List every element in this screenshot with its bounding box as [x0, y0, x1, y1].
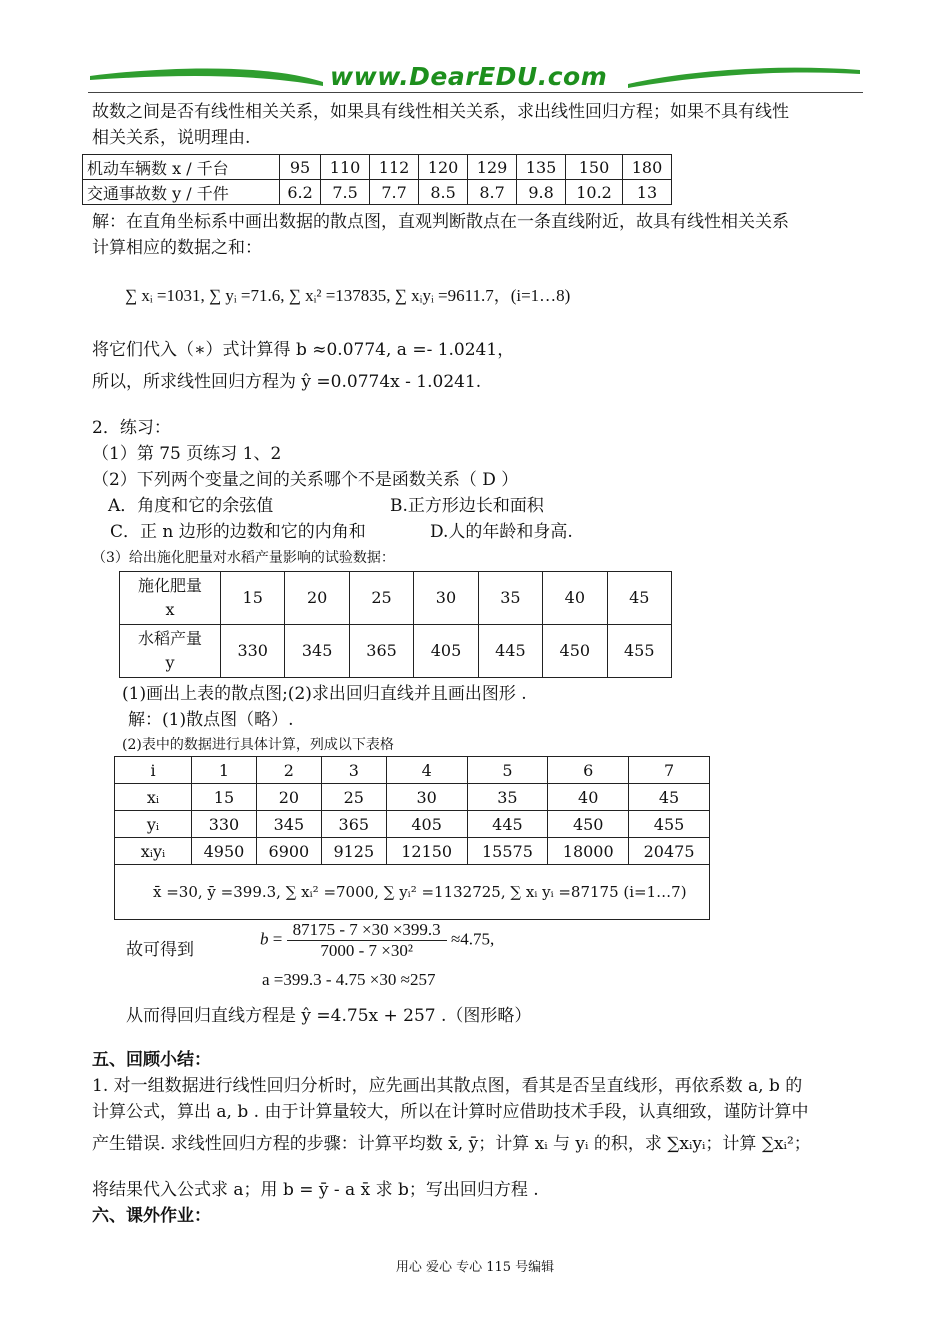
table-cell: 95	[280, 155, 321, 180]
table-cell: 30	[414, 572, 478, 625]
option-c: C．正 n 边形的边数和它的内角和	[110, 522, 366, 542]
b-numerator: 87175 - 7 ×30 ×399.3	[287, 920, 447, 941]
table-cell: 20	[285, 572, 349, 625]
solution-line-3: 将它们代入（∗）式计算得 b ≈0.0774, a =- 1.0241，	[92, 340, 515, 360]
review-title: 五、回顾小结：	[92, 1050, 211, 1070]
task-line: (1)画出上表的散点图;(2)求出回归直线并且画出图形 .	[122, 684, 527, 704]
table-cell: 35	[467, 784, 548, 811]
review-p2: 计算公式，算出 a, b . 由于计算量较大，所以在计算时应借助技术手段，认真细致，谨防计算中	[92, 1102, 809, 1122]
review-p4: 将结果代入公式求 a；用 b = ȳ - a x̄ 求 b；写出回归方程 .	[92, 1180, 539, 1200]
table-row	[115, 838, 710, 865]
b-result: ≈4.75,	[450, 929, 495, 949]
table-cell: 7.7	[370, 180, 419, 205]
practice-q3: （3）给出施化肥量对水稻产量影响的试验数据：	[92, 550, 395, 566]
table-cell: 8.5	[419, 180, 468, 205]
a-formula: a =399.3 - 4.75 ×30 ≈257	[262, 970, 436, 989]
intro-line-1: 故数之间是否有线性相关关系，如果具有线性相关关系，求出线性回归方程；如果不具有线性	[92, 102, 789, 122]
table-cell: 13	[622, 180, 671, 205]
row-label: xᵢ	[115, 784, 192, 811]
table-header: 4	[386, 757, 467, 784]
table-cell: 9125	[321, 838, 386, 865]
table-row	[115, 784, 710, 811]
site-logo-text: www.DearEDU.com	[330, 62, 608, 91]
result-label: 故可得到	[126, 940, 194, 960]
table-cell: 450	[548, 811, 629, 838]
table-cell: 110	[321, 155, 370, 180]
table-row	[120, 572, 672, 625]
row-label: xᵢyᵢ	[115, 838, 192, 865]
table-cell: 30	[386, 784, 467, 811]
table-cell: 15	[192, 784, 257, 811]
row-label-var: y	[165, 653, 175, 672]
table-cell: 345	[285, 625, 349, 678]
table-cell: 35	[478, 572, 542, 625]
table-cell: 25	[321, 784, 386, 811]
table-cell: 6900	[256, 838, 321, 865]
table-cell: 6.2	[280, 180, 321, 205]
table-cell: 4950	[192, 838, 257, 865]
table-row	[115, 811, 710, 838]
option-b: B.正方形边长和面积	[390, 496, 544, 516]
row-label-var: x	[165, 600, 175, 619]
vehicle-accident-table	[82, 154, 672, 205]
table-cell: 40	[543, 572, 607, 625]
table-cell: 25	[349, 572, 413, 625]
row-label	[120, 572, 221, 625]
table-row	[83, 180, 672, 205]
row-label: 机动车辆数 x / 千台	[83, 155, 280, 180]
row-label	[120, 625, 221, 678]
b-fraction	[287, 920, 447, 961]
table-header: 3	[321, 757, 386, 784]
intro-line-2: 相关关系，说明理由.	[92, 128, 251, 148]
table-row	[115, 865, 710, 920]
practice-title: 2．练习：	[92, 418, 171, 438]
final-equation: 从而得回归直线方程是 ŷ =4.75x + 257 .（图形略）	[126, 1006, 532, 1026]
sums-formula: ∑ xᵢ =1031, ∑ yᵢ =71.6, ∑ xᵢ² =137835, ∑ xᵢyᵢ =9611.7，(i=1…8)	[125, 286, 571, 305]
table-row	[115, 757, 710, 784]
table-cell: 112	[370, 155, 419, 180]
table-cell: 445	[467, 811, 548, 838]
table-cell: 365	[349, 625, 413, 678]
table-cell: 9.8	[517, 180, 566, 205]
table-cell: 7.5	[321, 180, 370, 205]
option-d: D.人的年龄和身高.	[430, 522, 573, 542]
table-cell: 8.7	[468, 180, 517, 205]
b-symbol: b =	[260, 929, 283, 949]
table-header: 7	[629, 757, 710, 784]
table-cell: 180	[622, 155, 671, 180]
table-header: 2	[256, 757, 321, 784]
table-header: 6	[548, 757, 629, 784]
table-cell: 405	[414, 625, 478, 678]
table-cell: 150	[566, 155, 623, 180]
page-footer: 用心 爱心 专心 115 号编辑	[395, 1260, 555, 1275]
table-cell: 20	[256, 784, 321, 811]
table-header: 1	[192, 757, 257, 784]
answer-line-1: 解：(1)散点图（略）.	[128, 710, 294, 730]
table-cell: 45	[629, 784, 710, 811]
header-rule	[88, 92, 863, 93]
table-cell: 405	[386, 811, 467, 838]
calculation-table	[114, 756, 710, 920]
table-cell: 45	[607, 572, 671, 625]
table-cell: 40	[548, 784, 629, 811]
table-cell: 20475	[629, 838, 710, 865]
table-row	[83, 155, 672, 180]
row-label-text: 施化肥量	[137, 576, 202, 595]
row-label-text: 水稻产量	[137, 629, 202, 648]
table-row	[120, 625, 672, 678]
table-header: i	[115, 757, 192, 784]
review-p1: 1. 对一组数据进行线性回归分析时，应先画出其散点图，看其是否呈直线形，再依系数 a, b 的	[92, 1076, 803, 1096]
fertilizer-yield-table	[119, 571, 672, 678]
table-cell: 135	[517, 155, 566, 180]
practice-q2: （2）下列两个变量之间的关系哪个不是函数关系（ D ）	[92, 470, 519, 490]
table-cell: 10.2	[566, 180, 623, 205]
summary-cell: x̄ =30, ȳ =399.3, ∑ xᵢ² =7000, ∑ yᵢ² =1132725, ∑ xᵢ yᵢ =87175 (i=1…7)	[115, 865, 710, 920]
table-cell: 455	[607, 625, 671, 678]
b-denominator: 7000 - 7 ×30²	[320, 941, 413, 960]
b-formula	[260, 920, 494, 961]
table-cell: 120	[419, 155, 468, 180]
table-cell: 345	[256, 811, 321, 838]
table-cell: 129	[468, 155, 517, 180]
table-cell: 330	[192, 811, 257, 838]
solution-line-2: 计算相应的数据之和：	[92, 238, 262, 258]
table-cell: 455	[629, 811, 710, 838]
homework-title: 六、课外作业：	[92, 1206, 211, 1226]
review-p3: 产生错误. 求线性回归方程的步骤：计算平均数 x̄, ȳ；计算 xᵢ 与 yᵢ 的积，求 ∑xᵢyᵢ；计算 ∑xᵢ²；	[92, 1134, 811, 1154]
table-cell: 365	[321, 811, 386, 838]
table-cell: 12150	[386, 838, 467, 865]
row-label: yᵢ	[115, 811, 192, 838]
table-cell: 450	[543, 625, 607, 678]
answer-line-2: (2)表中的数据进行具体计算，列成以下表格	[122, 737, 394, 753]
table-cell: 445	[478, 625, 542, 678]
row-label: 交通事故数 y / 千件	[83, 180, 280, 205]
solution-line-4: 所以，所求线性回归方程为 ŷ =0.0774x - 1.0241.	[92, 372, 482, 392]
solution-line-1: 解：在直角坐标系中画出数据的散点图，直观判断散点在一条直线附近，故具有线性相关关系	[92, 212, 789, 232]
table-cell: 330	[221, 625, 285, 678]
practice-q1: （1）第 75 页练习 1、2	[92, 444, 282, 464]
table-header: 5	[467, 757, 548, 784]
table-cell: 15575	[467, 838, 548, 865]
table-cell: 15	[221, 572, 285, 625]
table-cell: 18000	[548, 838, 629, 865]
option-a: A．角度和它的余弦值	[108, 496, 274, 516]
